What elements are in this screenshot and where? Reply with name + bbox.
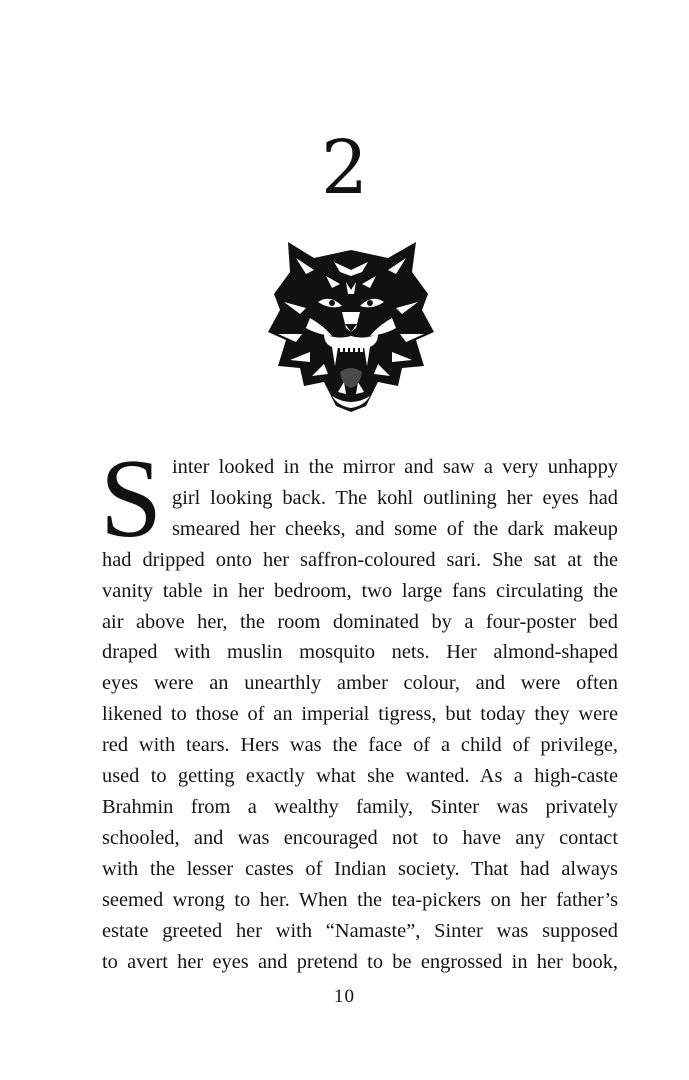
tiger-head-icon xyxy=(266,236,436,412)
text-line: air above her, the room dominated by a four-poster bed xyxy=(102,610,618,633)
text-line: likened to those of an imperial tigress, but today they were xyxy=(102,703,618,726)
text-line: smeared her cheeks, and some of the dark makeup xyxy=(172,517,618,540)
text-line: girl looking back. The kohl outlining her eyes had xyxy=(172,486,618,509)
text-line: red with tears. Hers was the face of a child of privilege, xyxy=(102,734,618,757)
text-line: vanity table in her bedroom, two large fans circulating the xyxy=(102,579,618,602)
text-line: estate greeted her with “Namaste”, Sinter was supposed xyxy=(102,919,618,942)
chapter-body-text xyxy=(99,452,618,977)
page-number: 10 xyxy=(334,986,355,1007)
chapter-number: 2 xyxy=(320,125,369,211)
text-line: Brahmin from a wealthy family, Sinter was privately xyxy=(102,795,618,818)
text-line: inter looked in the mirror and saw a very unhappy xyxy=(172,456,618,478)
text-line: seemed wrong to her. When the tea-pickers on her father’s xyxy=(102,888,618,911)
text-line: to avert her eyes and pretend to be engrossed in her book, xyxy=(102,950,618,973)
text-line: used to getting exactly what she wanted. As a high-caste xyxy=(102,765,618,788)
text-line: with the lesser castes of Indian society. That had always xyxy=(102,857,618,880)
drop-cap-letter: S xyxy=(99,452,163,540)
text-line: eyes were an unearthly amber colour, and were often xyxy=(102,672,618,695)
text-line: had dripped onto her saffron-coloured sari. She sat at the xyxy=(102,548,618,571)
text-line: draped with muslin mosquito nets. Her almond-shaped xyxy=(102,641,618,664)
text-line: schooled, and was encouraged not to have any contact xyxy=(102,826,618,849)
